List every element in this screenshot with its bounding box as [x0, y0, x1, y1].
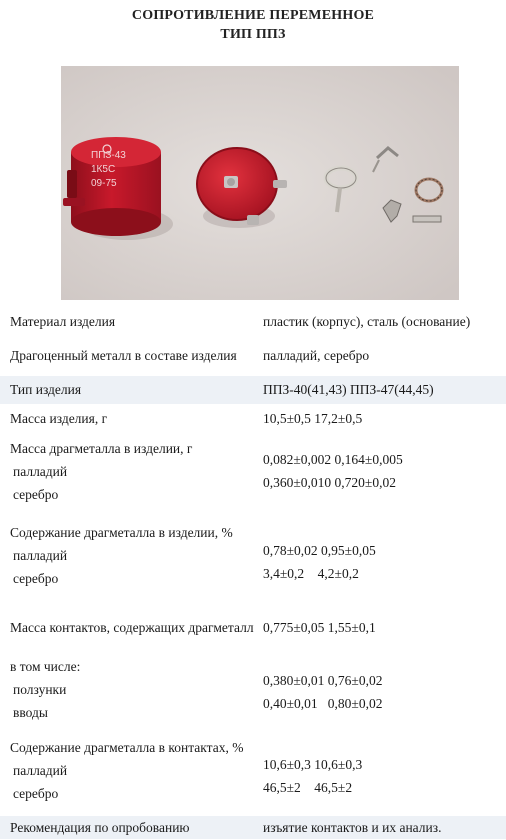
table-row: [0, 601, 506, 653]
row-value: 0,40±0,01 0,80±0,02: [263, 696, 383, 711]
table-row: [0, 653, 506, 725]
row-value: 10,6±0,3 10,6±0,3: [263, 757, 363, 772]
row-value-group: [257, 725, 506, 815]
table-row: [0, 433, 506, 509]
title-line-1: СОПРОТИВЛЕНИЕ ПЕРЕМЕННОЕ: [131, 8, 375, 23]
row-value: 0,78±0,02 0,95±0,05: [263, 543, 376, 558]
row-value-group: [257, 653, 506, 725]
row-value-group: [257, 509, 506, 601]
row-label: Масса изделия, г: [0, 404, 257, 433]
row-label: Содержание драгметалла в контактах, %: [10, 739, 244, 755]
row-sublabel: палладий: [13, 547, 68, 563]
table-row: [0, 404, 506, 433]
row-value: палладий, серебро: [257, 336, 506, 375]
row-label-group: [0, 653, 257, 725]
row-sublabel: палладий: [13, 762, 68, 778]
row-value: 10,5±0,5 17,2±0,5: [257, 404, 506, 433]
row-value: пластик (корпус), сталь (основание): [257, 307, 506, 336]
marking-line-2: 1К5С: [91, 164, 116, 175]
row-label: Содержание драгметалла в изделии, %: [10, 524, 233, 540]
title-line-2: ТИП ППЗ: [220, 27, 286, 42]
product-photo: [61, 66, 459, 300]
row-value-group: [257, 433, 506, 509]
row-sublabel: ползунки: [13, 681, 67, 697]
row-label-group: [0, 725, 257, 815]
row-value: 3,4±0,2 4,2±0,2: [263, 566, 359, 581]
row-value: 0,082±0,002 0,164±0,005: [263, 452, 403, 467]
row-sublabel: вводы: [13, 704, 48, 720]
row-value: 0,380±0,01 0,76±0,02: [263, 673, 383, 688]
row-value: ППЗ-40(41,43) ППЗ-47(44,45): [257, 375, 506, 404]
row-value: 0,360±0,010 0,720±0,02: [263, 475, 396, 490]
row-sublabel: серебро: [13, 570, 59, 586]
row-label: Масса драгметалла в изделии, г: [10, 440, 193, 456]
spec-table: [0, 307, 506, 840]
row-value: 46,5±2 46,5±2: [263, 780, 353, 795]
row-sublabel: серебро: [13, 486, 59, 502]
row-value: изъятие контактов и их анализ.: [257, 815, 506, 839]
table-row: [0, 725, 506, 815]
marking-line-1: ППЗ-43: [91, 150, 126, 161]
row-label: в том числе:: [10, 658, 81, 674]
table-row: [0, 509, 506, 601]
row-label: Драгоценный металл в составе изделия: [0, 336, 257, 375]
table-row: [0, 815, 506, 839]
row-sublabel: серебро: [13, 785, 59, 801]
row-label: Материал изделия: [0, 307, 257, 336]
row-label: Рекомендация по опробованию: [0, 815, 257, 839]
table-row: [0, 307, 506, 336]
row-label: Масса контактов, содержащих драгметалл: [0, 601, 257, 653]
row-label-group: [0, 433, 257, 509]
row-label: Тип изделия: [0, 375, 257, 404]
marking-line-3: 09-75: [91, 178, 117, 189]
row-sublabel: палладий: [13, 463, 68, 479]
document-title: [0, 6, 506, 44]
table-row: [0, 336, 506, 375]
table-row: [0, 375, 506, 404]
row-value: 0,775±0,05 1,55±0,1: [257, 601, 506, 653]
row-label-group: [0, 509, 257, 601]
